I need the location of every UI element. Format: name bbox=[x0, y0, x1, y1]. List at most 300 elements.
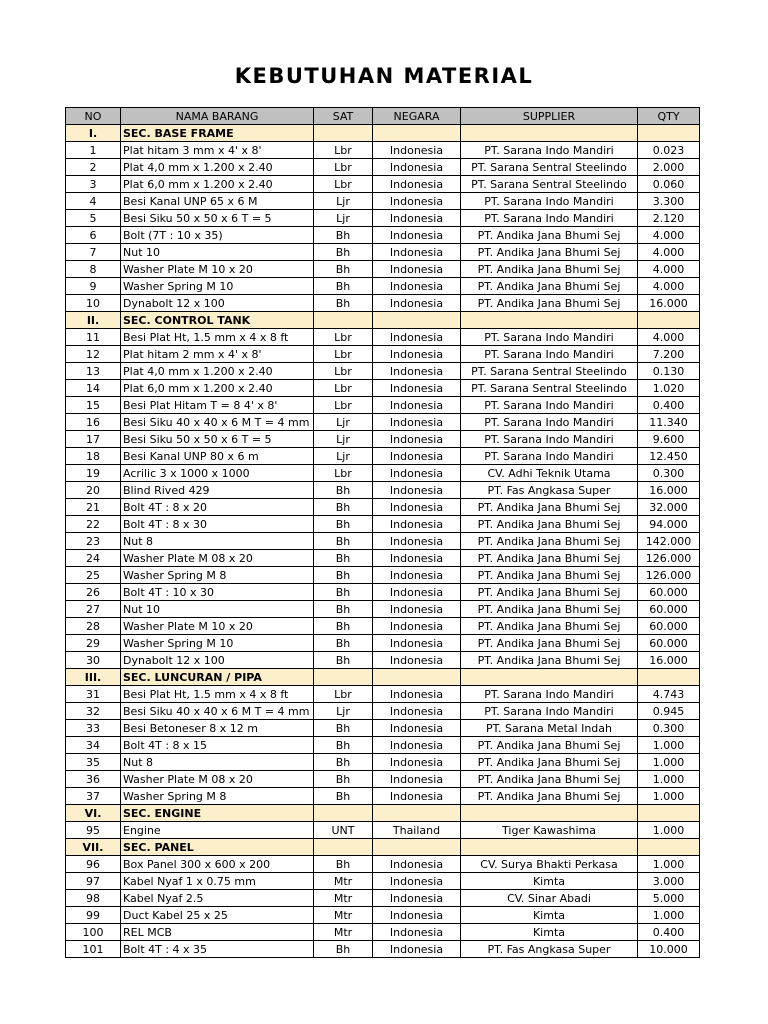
cell-supplier: PT. Andika Jana Bhumi Sej bbox=[461, 244, 638, 261]
table-row bbox=[66, 414, 700, 431]
cell-qty: 7.200 bbox=[638, 346, 700, 363]
cell-sat: Bh bbox=[314, 941, 373, 958]
cell-sat: Lbr bbox=[314, 176, 373, 193]
table-row bbox=[66, 720, 700, 737]
cell-supplier: PT. Sarana Sentral Steelindo bbox=[461, 380, 638, 397]
cell-nama-barang: Washer Spring M 8 bbox=[121, 788, 314, 805]
cell-no: 21 bbox=[66, 499, 121, 516]
cell-nama-barang: Plat 4,0 mm x 1.200 x 2.40 bbox=[121, 363, 314, 380]
cell-no: 10 bbox=[66, 295, 121, 312]
cell-sat: Ljr bbox=[314, 210, 373, 227]
cell-negara: Indonesia bbox=[373, 227, 461, 244]
cell-sat: Ljr bbox=[314, 431, 373, 448]
col-header-sat: SAT bbox=[314, 108, 373, 125]
col-header-nama-barang: NAMA BARANG bbox=[121, 108, 314, 125]
cell-nama-barang: Plat 4,0 mm x 1.200 x 2.40 bbox=[121, 159, 314, 176]
cell-supplier: PT. Sarana Sentral Steelindo bbox=[461, 159, 638, 176]
cell-supplier: PT. Sarana Indo Mandiri bbox=[461, 448, 638, 465]
cell-sat: Mtr bbox=[314, 924, 373, 941]
cell-sat: Bh bbox=[314, 720, 373, 737]
table-row bbox=[66, 244, 700, 261]
cell-negara: Indonesia bbox=[373, 856, 461, 873]
table-row bbox=[66, 754, 700, 771]
table-body bbox=[66, 125, 700, 958]
col-header-supplier: SUPPLIER bbox=[461, 108, 638, 125]
cell-no: 13 bbox=[66, 363, 121, 380]
table-row bbox=[66, 550, 700, 567]
cell-supplier: PT. Andika Jana Bhumi Sej bbox=[461, 499, 638, 516]
cell-nama-barang: Besi Betoneser 8 x 12 m bbox=[121, 720, 314, 737]
cell-negara: Indonesia bbox=[373, 482, 461, 499]
cell-supplier: PT. Andika Jana Bhumi Sej bbox=[461, 295, 638, 312]
cell-nama-barang: Kabel Nyaf 1 x 0.75 mm bbox=[121, 873, 314, 890]
cell-no: 19 bbox=[66, 465, 121, 482]
table-row bbox=[66, 941, 700, 958]
cell-nama-barang: Bolt 4T : 10 x 30 bbox=[121, 584, 314, 601]
cell-qty: 1.000 bbox=[638, 737, 700, 754]
cell-negara: Indonesia bbox=[373, 363, 461, 380]
table-row bbox=[66, 771, 700, 788]
table-row bbox=[66, 890, 700, 907]
cell-sat: Ljr bbox=[314, 703, 373, 720]
cell-negara: Indonesia bbox=[373, 618, 461, 635]
cell-nama-barang: Nut 10 bbox=[121, 244, 314, 261]
cell-no: 3 bbox=[66, 176, 121, 193]
section-empty bbox=[461, 805, 638, 822]
cell-negara: Indonesia bbox=[373, 686, 461, 703]
cell-no: 8 bbox=[66, 261, 121, 278]
cell-qty: 2.120 bbox=[638, 210, 700, 227]
table-row bbox=[66, 431, 700, 448]
section-name: SEC. CONTROL TANK bbox=[121, 312, 314, 329]
cell-no: 101 bbox=[66, 941, 121, 958]
table-row bbox=[66, 584, 700, 601]
cell-qty: 4.000 bbox=[638, 278, 700, 295]
cell-qty: 60.000 bbox=[638, 584, 700, 601]
section-empty bbox=[638, 312, 700, 329]
cell-supplier: PT. Andika Jana Bhumi Sej bbox=[461, 737, 638, 754]
section-row bbox=[66, 125, 700, 142]
cell-no: 6 bbox=[66, 227, 121, 244]
cell-qty: 4.743 bbox=[638, 686, 700, 703]
cell-supplier: Kimta bbox=[461, 873, 638, 890]
cell-qty: 16.000 bbox=[638, 652, 700, 669]
cell-nama-barang: Besi Siku 50 x 50 x 6 T = 5 bbox=[121, 210, 314, 227]
table-row bbox=[66, 703, 700, 720]
cell-supplier: PT. Sarana Sentral Steelindo bbox=[461, 176, 638, 193]
cell-qty: 5.000 bbox=[638, 890, 700, 907]
section-empty bbox=[461, 125, 638, 142]
cell-sat: Bh bbox=[314, 499, 373, 516]
cell-nama-barang: Dynabolt 12 x 100 bbox=[121, 295, 314, 312]
cell-supplier: PT. Sarana Indo Mandiri bbox=[461, 210, 638, 227]
cell-supplier: PT. Fas Angkasa Super bbox=[461, 482, 638, 499]
cell-nama-barang: Washer Plate M 10 x 20 bbox=[121, 261, 314, 278]
table-row bbox=[66, 822, 700, 839]
cell-nama-barang: Plat hitam 3 mm x 4' x 8' bbox=[121, 142, 314, 159]
cell-sat: Lbr bbox=[314, 397, 373, 414]
cell-qty: 12.450 bbox=[638, 448, 700, 465]
cell-qty: 10.000 bbox=[638, 941, 700, 958]
cell-supplier: PT. Andika Jana Bhumi Sej bbox=[461, 516, 638, 533]
cell-negara: Indonesia bbox=[373, 278, 461, 295]
cell-nama-barang: Besi Siku 40 x 40 x 6 M T = 4 mm bbox=[121, 414, 314, 431]
table-header-row bbox=[66, 108, 700, 125]
cell-qty: 0.300 bbox=[638, 465, 700, 482]
cell-no: 20 bbox=[66, 482, 121, 499]
cell-qty: 16.000 bbox=[638, 482, 700, 499]
cell-no: 35 bbox=[66, 754, 121, 771]
section-empty bbox=[373, 312, 461, 329]
cell-no: 36 bbox=[66, 771, 121, 788]
cell-negara: Indonesia bbox=[373, 771, 461, 788]
table-row bbox=[66, 635, 700, 652]
cell-qty: 4.000 bbox=[638, 329, 700, 346]
cell-no: 15 bbox=[66, 397, 121, 414]
cell-no: 34 bbox=[66, 737, 121, 754]
cell-nama-barang: Besi Plat Ht, 1.5 mm x 4 x 8 ft bbox=[121, 329, 314, 346]
cell-qty: 9.600 bbox=[638, 431, 700, 448]
col-header-negara: NEGARA bbox=[373, 108, 461, 125]
cell-negara: Indonesia bbox=[373, 907, 461, 924]
cell-negara: Indonesia bbox=[373, 499, 461, 516]
section-name: SEC. LUNCURAN / PIPA bbox=[121, 669, 314, 686]
cell-negara: Indonesia bbox=[373, 737, 461, 754]
cell-no: 1 bbox=[66, 142, 121, 159]
cell-qty: 2.000 bbox=[638, 159, 700, 176]
cell-sat: Bh bbox=[314, 754, 373, 771]
cell-nama-barang: Plat 6,0 mm x 1.200 x 2.40 bbox=[121, 176, 314, 193]
cell-supplier: PT. Andika Jana Bhumi Sej bbox=[461, 788, 638, 805]
cell-negara: Indonesia bbox=[373, 601, 461, 618]
cell-nama-barang: Besi Kanal UNP 65 x 6 M bbox=[121, 193, 314, 210]
table-row bbox=[66, 465, 700, 482]
cell-supplier: CV. Sinar Abadi bbox=[461, 890, 638, 907]
cell-sat: Bh bbox=[314, 533, 373, 550]
cell-supplier: PT. Andika Jana Bhumi Sej bbox=[461, 261, 638, 278]
cell-sat: Bh bbox=[314, 244, 373, 261]
section-empty bbox=[373, 669, 461, 686]
cell-nama-barang: Bolt 4T : 8 x 30 bbox=[121, 516, 314, 533]
cell-sat: Bh bbox=[314, 737, 373, 754]
cell-negara: Indonesia bbox=[373, 754, 461, 771]
section-name: SEC. ENGINE bbox=[121, 805, 314, 822]
cell-no: 28 bbox=[66, 618, 121, 635]
cell-supplier: PT. Sarana Indo Mandiri bbox=[461, 397, 638, 414]
section-empty bbox=[638, 125, 700, 142]
cell-qty: 0.400 bbox=[638, 924, 700, 941]
cell-qty: 142.000 bbox=[638, 533, 700, 550]
cell-negara: Indonesia bbox=[373, 329, 461, 346]
table-row bbox=[66, 363, 700, 380]
cell-nama-barang: Plat 6,0 mm x 1.200 x 2.40 bbox=[121, 380, 314, 397]
cell-nama-barang: Washer Plate M 08 x 20 bbox=[121, 771, 314, 788]
section-row bbox=[66, 805, 700, 822]
cell-supplier: PT. Andika Jana Bhumi Sej bbox=[461, 754, 638, 771]
cell-sat: Lbr bbox=[314, 465, 373, 482]
cell-qty: 126.000 bbox=[638, 567, 700, 584]
col-header-qty: QTY bbox=[638, 108, 700, 125]
table-row bbox=[66, 652, 700, 669]
cell-nama-barang: Nut 8 bbox=[121, 533, 314, 550]
section-row bbox=[66, 669, 700, 686]
table-row bbox=[66, 924, 700, 941]
table-row bbox=[66, 227, 700, 244]
cell-nama-barang: Kabel Nyaf 2.5 bbox=[121, 890, 314, 907]
cell-qty: 60.000 bbox=[638, 601, 700, 618]
cell-nama-barang: Besi Siku 50 x 50 x 6 T = 5 bbox=[121, 431, 314, 448]
cell-negara: Indonesia bbox=[373, 244, 461, 261]
section-name: SEC. BASE FRAME bbox=[121, 125, 314, 142]
cell-no: 4 bbox=[66, 193, 121, 210]
cell-qty: 4.000 bbox=[638, 261, 700, 278]
table-row bbox=[66, 329, 700, 346]
cell-qty: 0.130 bbox=[638, 363, 700, 380]
cell-negara: Indonesia bbox=[373, 414, 461, 431]
cell-sat: Lbr bbox=[314, 329, 373, 346]
cell-sat: Bh bbox=[314, 788, 373, 805]
table-row bbox=[66, 516, 700, 533]
cell-negara: Indonesia bbox=[373, 533, 461, 550]
col-header-no: NO bbox=[66, 108, 121, 125]
cell-sat: Bh bbox=[314, 856, 373, 873]
cell-nama-barang: Bolt 4T : 8 x 15 bbox=[121, 737, 314, 754]
cell-sat: Lbr bbox=[314, 142, 373, 159]
cell-no: 16 bbox=[66, 414, 121, 431]
cell-supplier: CV. Surya Bhakti Perkasa bbox=[461, 856, 638, 873]
cell-negara: Indonesia bbox=[373, 584, 461, 601]
table-row bbox=[66, 499, 700, 516]
cell-negara: Indonesia bbox=[373, 142, 461, 159]
cell-qty: 1.000 bbox=[638, 788, 700, 805]
cell-qty: 1.000 bbox=[638, 856, 700, 873]
table-row bbox=[66, 907, 700, 924]
cell-qty: 32.000 bbox=[638, 499, 700, 516]
cell-negara: Thailand bbox=[373, 822, 461, 839]
section-empty bbox=[314, 805, 373, 822]
cell-supplier: PT. Andika Jana Bhumi Sej bbox=[461, 635, 638, 652]
cell-sat: UNT bbox=[314, 822, 373, 839]
cell-negara: Indonesia bbox=[373, 159, 461, 176]
cell-supplier: PT. Andika Jana Bhumi Sej bbox=[461, 584, 638, 601]
cell-sat: Ljr bbox=[314, 448, 373, 465]
cell-sat: Lbr bbox=[314, 380, 373, 397]
table-row bbox=[66, 856, 700, 873]
cell-negara: Indonesia bbox=[373, 380, 461, 397]
cell-qty: 60.000 bbox=[638, 635, 700, 652]
cell-no: 7 bbox=[66, 244, 121, 261]
cell-supplier: PT. Andika Jana Bhumi Sej bbox=[461, 771, 638, 788]
cell-supplier: PT. Fas Angkasa Super bbox=[461, 941, 638, 958]
cell-no: 32 bbox=[66, 703, 121, 720]
cell-negara: Indonesia bbox=[373, 703, 461, 720]
table-row bbox=[66, 278, 700, 295]
cell-nama-barang: Washer Plate M 08 x 20 bbox=[121, 550, 314, 567]
section-empty bbox=[638, 805, 700, 822]
table-row bbox=[66, 686, 700, 703]
table-row bbox=[66, 159, 700, 176]
section-empty bbox=[638, 839, 700, 856]
cell-no: 37 bbox=[66, 788, 121, 805]
cell-supplier: PT. Andika Jana Bhumi Sej bbox=[461, 278, 638, 295]
cell-supplier: PT. Sarana Indo Mandiri bbox=[461, 414, 638, 431]
cell-nama-barang: Duct Kabel 25 x 25 bbox=[121, 907, 314, 924]
cell-negara: Indonesia bbox=[373, 720, 461, 737]
table-row bbox=[66, 737, 700, 754]
cell-sat: Lbr bbox=[314, 346, 373, 363]
section-no: I. bbox=[66, 125, 121, 142]
section-empty bbox=[314, 839, 373, 856]
cell-no: 11 bbox=[66, 329, 121, 346]
table-row bbox=[66, 873, 700, 890]
cell-supplier: Kimta bbox=[461, 924, 638, 941]
cell-nama-barang: Bolt 4T : 4 x 35 bbox=[121, 941, 314, 958]
cell-no: 25 bbox=[66, 567, 121, 584]
cell-negara: Indonesia bbox=[373, 941, 461, 958]
cell-supplier: PT. Sarana Indo Mandiri bbox=[461, 703, 638, 720]
cell-supplier: Kimta bbox=[461, 907, 638, 924]
cell-sat: Mtr bbox=[314, 873, 373, 890]
cell-qty: 60.000 bbox=[638, 618, 700, 635]
cell-negara: Indonesia bbox=[373, 295, 461, 312]
cell-negara: Indonesia bbox=[373, 788, 461, 805]
cell-negara: Indonesia bbox=[373, 567, 461, 584]
cell-sat: Bh bbox=[314, 516, 373, 533]
cell-negara: Indonesia bbox=[373, 465, 461, 482]
cell-supplier: PT. Andika Jana Bhumi Sej bbox=[461, 567, 638, 584]
cell-supplier: PT. Sarana Indo Mandiri bbox=[461, 686, 638, 703]
cell-no: 18 bbox=[66, 448, 121, 465]
table-row bbox=[66, 346, 700, 363]
cell-supplier: PT. Sarana Indo Mandiri bbox=[461, 329, 638, 346]
cell-sat: Bh bbox=[314, 584, 373, 601]
cell-qty: 3.000 bbox=[638, 873, 700, 890]
section-row bbox=[66, 312, 700, 329]
cell-nama-barang: Washer Plate M 10 x 20 bbox=[121, 618, 314, 635]
section-empty bbox=[314, 669, 373, 686]
section-row bbox=[66, 839, 700, 856]
cell-qty: 0.023 bbox=[638, 142, 700, 159]
table-row bbox=[66, 380, 700, 397]
cell-negara: Indonesia bbox=[373, 397, 461, 414]
table-row bbox=[66, 397, 700, 414]
page-title: KEBUTUHAN MATERIAL bbox=[234, 64, 534, 88]
cell-no: 29 bbox=[66, 635, 121, 652]
cell-supplier: CV. Adhi Teknik Utama bbox=[461, 465, 638, 482]
cell-nama-barang: Engine bbox=[121, 822, 314, 839]
cell-nama-barang: Besi Kanal UNP 80 x 6 m bbox=[121, 448, 314, 465]
cell-nama-barang: Blind Rived 429 bbox=[121, 482, 314, 499]
cell-negara: Indonesia bbox=[373, 346, 461, 363]
cell-sat: Bh bbox=[314, 567, 373, 584]
cell-nama-barang: Dynabolt 12 x 100 bbox=[121, 652, 314, 669]
cell-no: 99 bbox=[66, 907, 121, 924]
cell-negara: Indonesia bbox=[373, 924, 461, 941]
cell-supplier: PT. Sarana Indo Mandiri bbox=[461, 431, 638, 448]
cell-no: 30 bbox=[66, 652, 121, 669]
cell-no: 96 bbox=[66, 856, 121, 873]
table-row bbox=[66, 482, 700, 499]
cell-nama-barang: Washer Spring M 10 bbox=[121, 278, 314, 295]
cell-supplier: PT. Andika Jana Bhumi Sej bbox=[461, 652, 638, 669]
cell-sat: Lbr bbox=[314, 363, 373, 380]
cell-nama-barang: REL MCB bbox=[121, 924, 314, 941]
material-table bbox=[65, 107, 700, 958]
table-row bbox=[66, 142, 700, 159]
cell-negara: Indonesia bbox=[373, 652, 461, 669]
table-row bbox=[66, 295, 700, 312]
cell-no: 12 bbox=[66, 346, 121, 363]
section-empty bbox=[373, 805, 461, 822]
table-row bbox=[66, 176, 700, 193]
cell-nama-barang: Plat hitam 2 mm x 4' x 8' bbox=[121, 346, 314, 363]
cell-sat: Bh bbox=[314, 550, 373, 567]
section-no: VII. bbox=[66, 839, 121, 856]
cell-no: 24 bbox=[66, 550, 121, 567]
cell-nama-barang: Nut 10 bbox=[121, 601, 314, 618]
cell-supplier: PT. Sarana Indo Mandiri bbox=[461, 193, 638, 210]
section-no: II. bbox=[66, 312, 121, 329]
cell-sat: Bh bbox=[314, 652, 373, 669]
section-empty bbox=[373, 125, 461, 142]
cell-sat: Mtr bbox=[314, 890, 373, 907]
cell-sat: Bh bbox=[314, 618, 373, 635]
cell-supplier: PT. Andika Jana Bhumi Sej bbox=[461, 227, 638, 244]
table-row bbox=[66, 261, 700, 278]
cell-no: 9 bbox=[66, 278, 121, 295]
cell-qty: 0.300 bbox=[638, 720, 700, 737]
table-row bbox=[66, 788, 700, 805]
cell-negara: Indonesia bbox=[373, 448, 461, 465]
cell-no: 31 bbox=[66, 686, 121, 703]
cell-nama-barang: Washer Spring M 8 bbox=[121, 567, 314, 584]
cell-qty: 94.000 bbox=[638, 516, 700, 533]
cell-supplier: PT. Andika Jana Bhumi Sej bbox=[461, 533, 638, 550]
cell-negara: Indonesia bbox=[373, 193, 461, 210]
cell-nama-barang: Bolt 4T : 8 x 20 bbox=[121, 499, 314, 516]
cell-nama-barang: Bolt (7T : 10 x 35) bbox=[121, 227, 314, 244]
cell-negara: Indonesia bbox=[373, 210, 461, 227]
cell-qty: 4.000 bbox=[638, 227, 700, 244]
cell-no: 95 bbox=[66, 822, 121, 839]
cell-no: 2 bbox=[66, 159, 121, 176]
cell-supplier: PT. Sarana Sentral Steelindo bbox=[461, 363, 638, 380]
cell-no: 5 bbox=[66, 210, 121, 227]
table-row bbox=[66, 533, 700, 550]
cell-no: 27 bbox=[66, 601, 121, 618]
cell-supplier: PT. Sarana Indo Mandiri bbox=[461, 346, 638, 363]
section-empty bbox=[461, 839, 638, 856]
cell-sat: Bh bbox=[314, 482, 373, 499]
cell-no: 14 bbox=[66, 380, 121, 397]
cell-no: 98 bbox=[66, 890, 121, 907]
cell-nama-barang: Washer Spring M 10 bbox=[121, 635, 314, 652]
cell-sat: Bh bbox=[314, 635, 373, 652]
section-empty bbox=[314, 312, 373, 329]
table-row bbox=[66, 210, 700, 227]
section-empty bbox=[461, 312, 638, 329]
cell-nama-barang: Besi Plat Hitam T = 8 4' x 8' bbox=[121, 397, 314, 414]
cell-sat: Bh bbox=[314, 278, 373, 295]
cell-qty: 0.060 bbox=[638, 176, 700, 193]
cell-sat: Bh bbox=[314, 771, 373, 788]
cell-nama-barang: Box Panel 300 x 600 x 200 bbox=[121, 856, 314, 873]
cell-qty: 0.400 bbox=[638, 397, 700, 414]
cell-supplier: Tiger Kawashima bbox=[461, 822, 638, 839]
table-row bbox=[66, 193, 700, 210]
cell-negara: Indonesia bbox=[373, 431, 461, 448]
cell-no: 33 bbox=[66, 720, 121, 737]
